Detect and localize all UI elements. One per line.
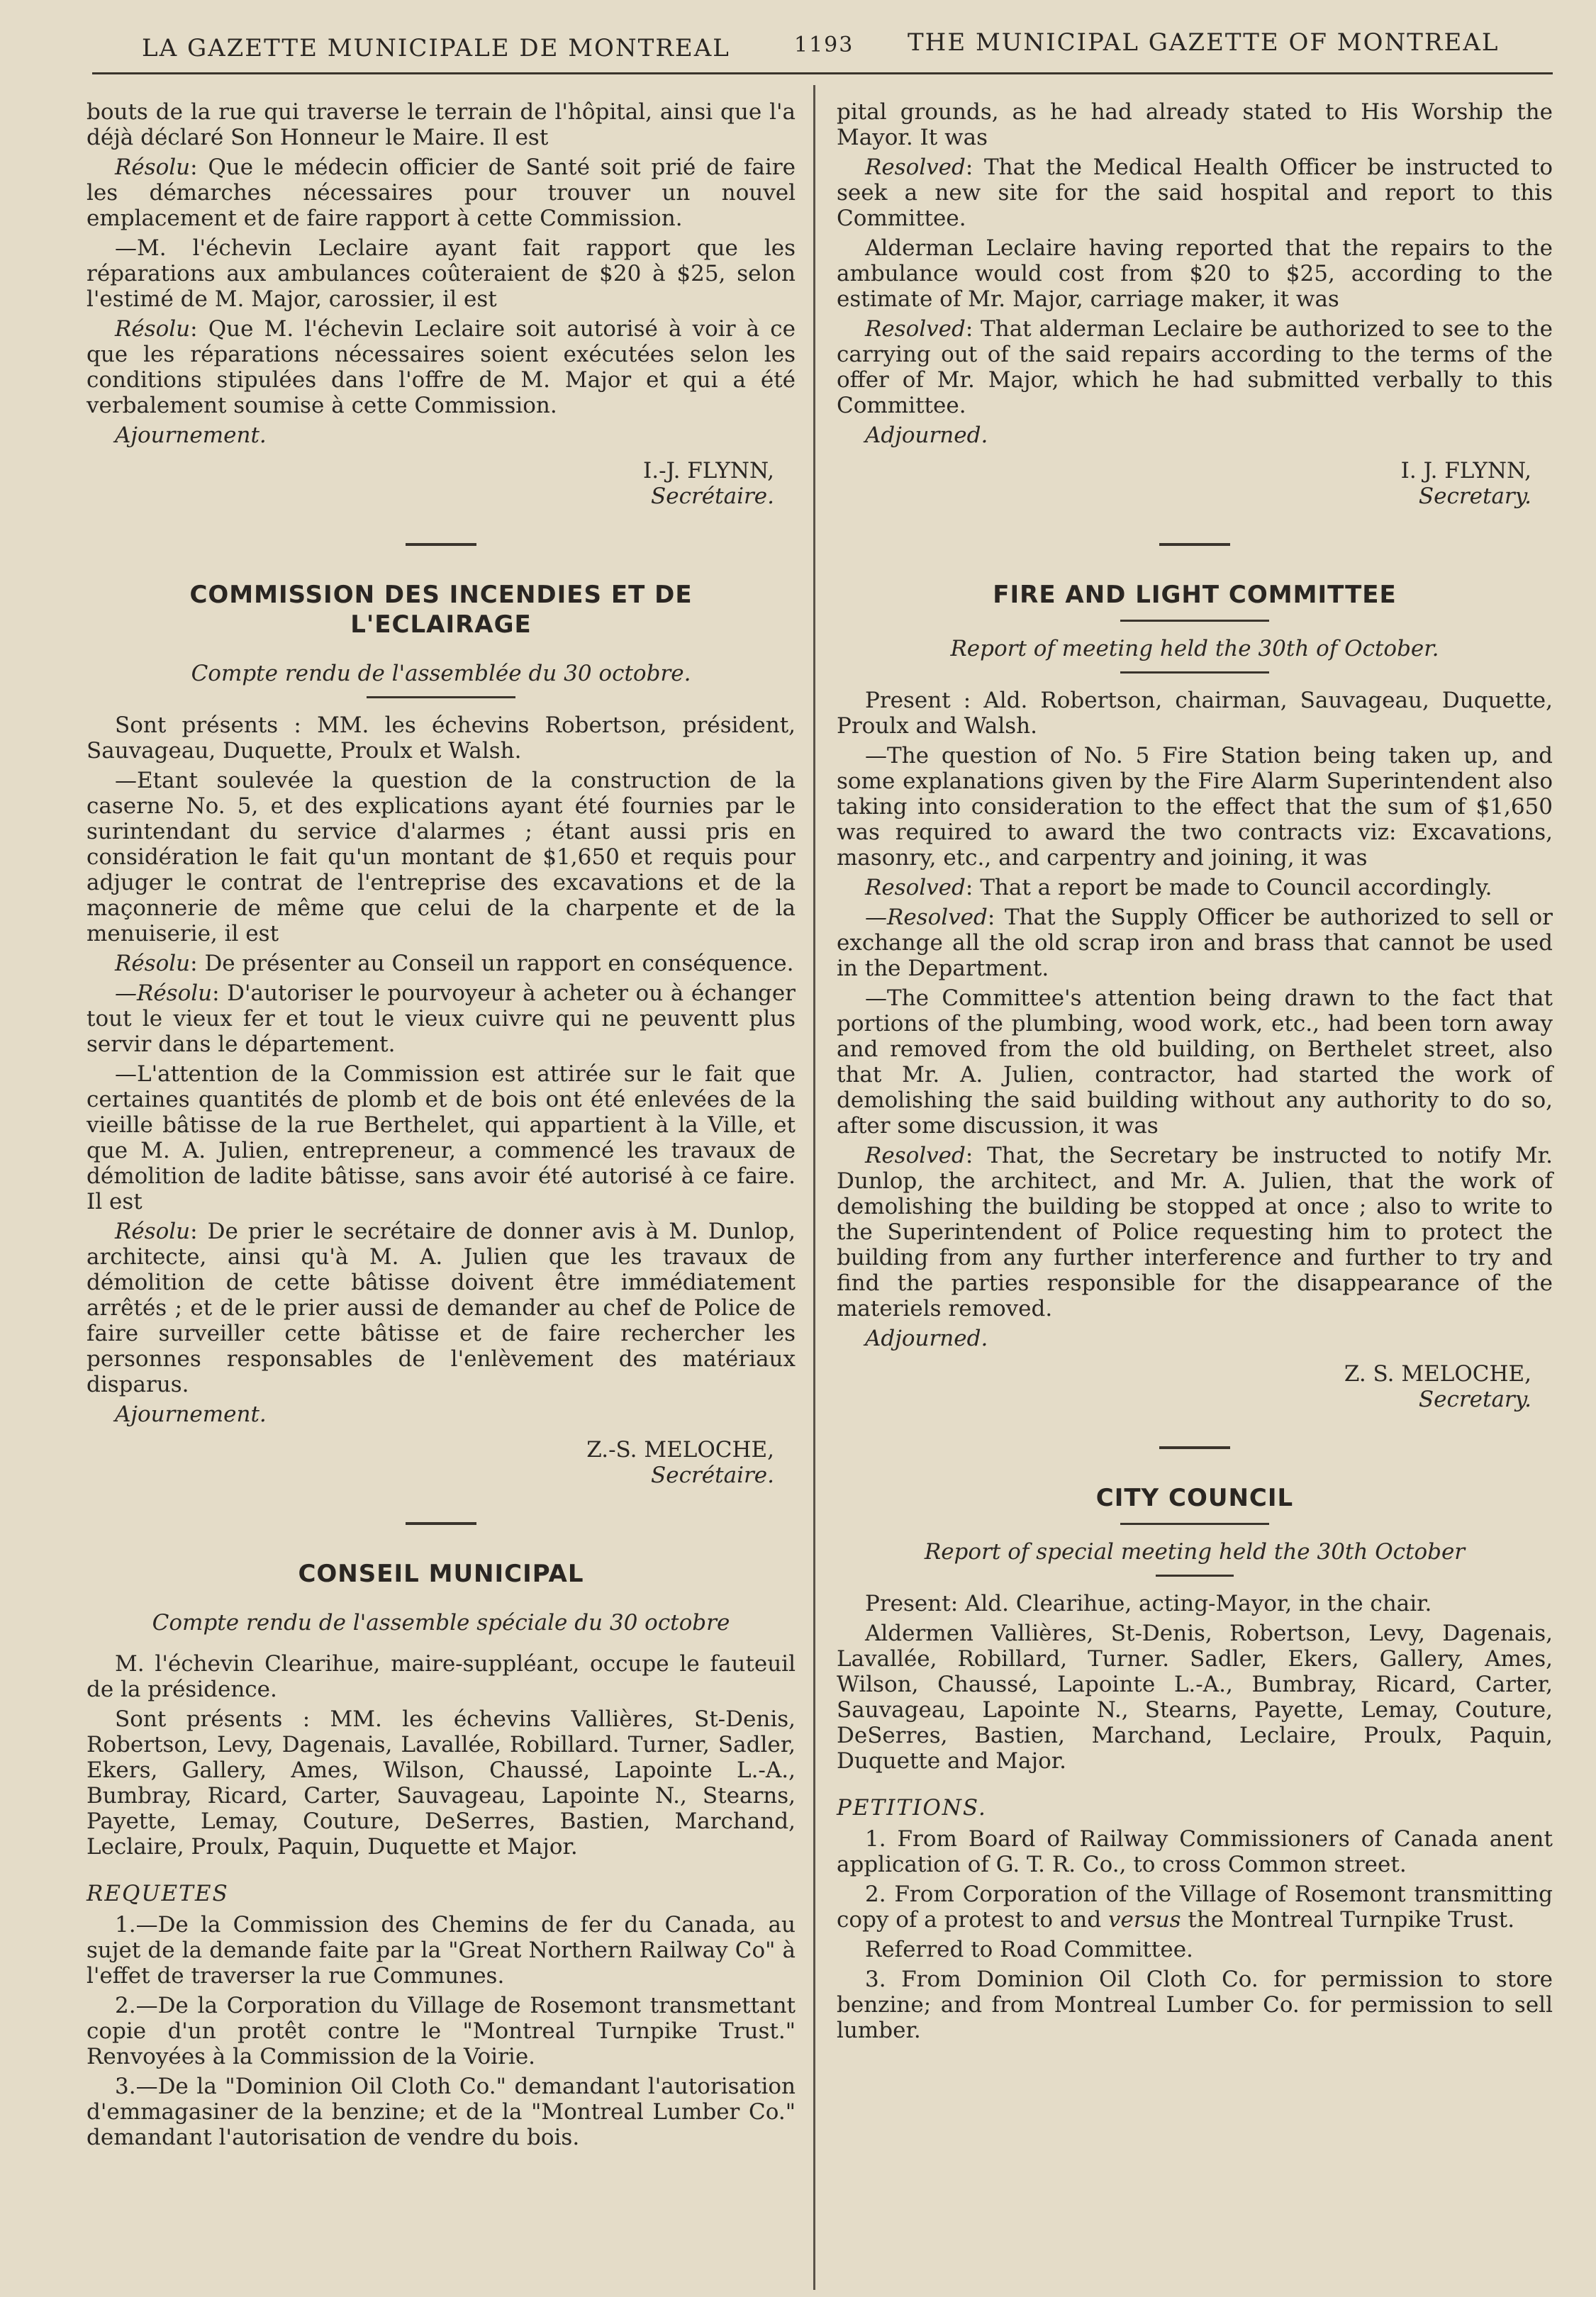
resolution-label: Resolved: [865, 316, 966, 342]
paragraph: M. l'échevin Clearihue, maire-suppléant, occupe le fauteuil de la présidence.: [87, 1651, 796, 1702]
resolution-text: : De prier le secrétaire de donner avis à M. Dunlop, architecte, ainsi qu'à M. A. Julien que les travaux de démolition de cette bâtisse doivent être immédiatement arrêtés ; et de le prier aussi de demander au chef de Police de faire surveiller cette bâtisse et de faire rechercher les personnes responsables de l'enlèvement des matériaux disparus.: [87, 1219, 796, 1397]
petitions-heading: PETITIONS.: [837, 1795, 987, 1821]
section-title: FIRE AND LIGHT COMMITTEE: [993, 581, 1397, 609]
petition-item: 3. From Dominion Oil Cloth Co. for permission to store benzine; and from Montreal Lumber Co. for permission to sell lumber.: [837, 1967, 1553, 2043]
resolution-label: Resolved: [865, 1143, 966, 1168]
resolution-label: Résolu: [115, 951, 191, 976]
resolution-text: : That the Medical Health Officer be instructed to seek a new site for the said hospital and report to this Committee.: [837, 155, 1553, 231]
resolution: [87, 155, 796, 231]
header-title-english: THE MUNICIPAL GAZETTE OF MONTREAL: [908, 28, 1500, 57]
resolution-label: Résolu: [115, 316, 191, 342]
paragraph: Alderman Leclaire having reported that the repairs to the ambulance would cost from $20 to $25, according to the estimate of Mr. Major, carriage maker, it was: [837, 235, 1553, 312]
paragraph: Present: Ald. Clearihue, acting-Mayor, in the chair.: [865, 1591, 1432, 1616]
signature-title: Secretary.: [1418, 484, 1531, 509]
paragraph: pital grounds, as he had already stated to His Worship the Mayor. It was: [837, 99, 1553, 150]
english-column: [837, 99, 1553, 2047]
resolution-label: —Résolu: [115, 980, 213, 1006]
resolution-label: Resolved: [865, 875, 966, 900]
section-rule: [1159, 543, 1230, 546]
section-rule: [1159, 1446, 1230, 1449]
petition-text: 2. From Corporation of the Village of Rosemont transmitting copy of a protest to and: [837, 1882, 1553, 1933]
resolution: [837, 905, 1553, 981]
resolution: [87, 1219, 796, 1397]
signature: [837, 1361, 1531, 1412]
running-header: [85, 26, 1560, 75]
signature-name: Z. S. MELOCHE,: [1344, 1361, 1531, 1387]
spacer: [87, 1636, 796, 1651]
section-rule: [406, 1522, 476, 1525]
title-rule: [1120, 1523, 1269, 1525]
section-subtitle: Report of special meeting held the 30th October: [924, 1539, 1466, 1565]
section-rule: [406, 543, 476, 546]
request-item: 1.—De la Commission des Chemins de fer du Canada, au sujet de la demande faite par la "Great Northern Railway Co" à l'effet de traverser la rue Communes.: [87, 1912, 796, 1989]
resolution-text: : That the Supply Officer be authorized to sell or exchange all the old scrap iron and brass that cannot be used in the Department.: [837, 905, 1553, 981]
attendance: Sont présents : MM. les échevins Robertson, président, Sauvageau, Duquette, Proulx et Walsh.: [87, 712, 796, 764]
title-line: COMMISSION DES INCENDIES ET DE: [189, 581, 693, 609]
resolution-label: Résolu: [115, 1219, 191, 1244]
paragraph: —Etant soulevée la question de la construction de la caserne No. 5, et des explications ayant été fournies par le surintendant du service d'alarmes ; étant aussi pris en considération le fait qu'un montant de $1,650 et requis pour adjuger le contrat de l'entreprise des excavations et de la maçonnerie de même que celui de la charpente et de la menuiserie, il est: [87, 768, 796, 946]
header-rule: [92, 72, 1553, 74]
subtitle-rule: [1120, 671, 1269, 674]
paragraph: —The Committee's attention being drawn to the fact that portions of the plumbing, wood work, etc., had been torn away and removed from the old building, on Berthelet street, also that Mr. A. Julien, contractor, had started the work of demolishing the said building without any authority to do so, after some discussion, it was: [837, 985, 1553, 1139]
signature: [837, 458, 1531, 509]
paragraph: —L'attention de la Commission est attirée sur le fait que certaines quantités de plomb et de bois ont été enlevées de la vieille bâtisse de la rue Berthelet, qui appartient à la Ville, et que M. A. Julien, entrepreneur, a commencé les travaux de démolition de ladite bâtisse, sans avoir été autorisé à ce faire. Il est: [87, 1061, 796, 1214]
resolution: [837, 1143, 1553, 1321]
section-title: [87, 580, 796, 639]
french-column: [87, 99, 796, 2155]
resolution-text: : Que M. l'échevin Leclaire soit autorisé à voir à ce que les réparations nécessaires soient exécutées selon les conditions stipulées dans l'offre de M. Major et qui a été verbalement soumise à cette Commission.: [87, 316, 796, 418]
attendance: Sont présents : MM. les échevins Vallières, St-Denis, Robertson, Levy, Dagenais, Lavallée, Robillard. Turner, Sadler, Ekers, Gallery, Ames, Wilson, Chaussé, Lapointe L.-A., Bumbray, Ricard, Carter, Sauvageau, Lapointe N., Stearns, Payette, Lemay, Couture, DeSerres, Bastien, Marchand, Leclaire, Proulx, Paquin, Duquette et Major.: [87, 1706, 796, 1860]
request-item: 2.—De la Corporation du Village de Rosemont transmettant copie d'un protêt contre le "Montreal Turnpike Trust." Renvoyées à la Commission de la Voirie.: [87, 1993, 796, 2069]
resolution: [837, 875, 1553, 900]
page-number: 1193: [794, 33, 854, 57]
title-line: L'ECLAIRAGE: [350, 610, 532, 639]
resolution: [837, 155, 1553, 231]
resolution: [837, 316, 1553, 418]
column-divider: [813, 85, 815, 2290]
signature: [87, 458, 774, 509]
petition-text: the Montreal Turnpike Trust.: [1188, 1907, 1515, 1933]
signature-name: I. J. FLYNN,: [1400, 458, 1531, 484]
petition-emphasis: versus: [1108, 1907, 1181, 1933]
header-title-french: LA GAZETTE MUNICIPALE DE MONTREAL: [142, 34, 730, 62]
request-item: 3.—De la "Dominion Oil Cloth Co." demandant l'autorisation d'emmagasiner de la benzine; et de la "Montreal Lumber Co." demandant l'autorisation de vendre du bois.: [87, 2074, 796, 2150]
resolution: [87, 316, 796, 418]
paragraph: bouts de la rue qui traverse le terrain de l'hôpital, ainsi que l'a déjà déclaré Son Honneur le Maire. Il est: [87, 99, 796, 150]
resolution-label: Resolved: [865, 155, 966, 180]
adjournment: Ajournement.: [115, 423, 267, 448]
subtitle-rule: [367, 696, 515, 698]
resolution-text: : That alderman Leclaire be authorized to see to the carrying out of the said repairs according to the terms of the offer of Mr. Major, which he had submitted verbally to this Committee.: [837, 316, 1553, 418]
resolution-label: Résolu: [115, 155, 191, 180]
adjournment: Adjourned.: [865, 1326, 988, 1351]
signature-title: Secrétaire.: [651, 484, 774, 509]
requests-heading: REQUETES: [87, 1881, 229, 1906]
section-title: CITY COUNCIL: [1095, 1484, 1294, 1512]
resolution-text: : That, the Secretary be instructed to notify Mr. Dunlop, the architect, and Mr. A. Julien, that the work of demolishing the building be stopped at once ; also to write to the Superintendent of Police requesting him to protect the building from any further interference and further to try and find the parties responsible for the disappearance of the materiels removed.: [837, 1143, 1553, 1321]
section-subtitle: Report of meeting held the 30th of October.: [950, 636, 1439, 661]
title-rule: [1120, 620, 1269, 622]
section-subtitle: Compte rendu de l'assemble spéciale du 30 octobre: [152, 1610, 730, 1636]
adjournment: Ajournement.: [115, 1402, 267, 1427]
resolution: [87, 980, 796, 1057]
referral-note: Referred to Road Committee.: [865, 1937, 1193, 1962]
resolution: [87, 951, 796, 976]
resolution-text: : De présenter au Conseil un rapport en conséquence.: [190, 951, 794, 976]
signature-title: Secretary.: [1418, 1387, 1531, 1412]
signature-name: Z.-S. MELOCHE,: [586, 1437, 774, 1463]
attendance: Aldermen Vallières, St-Denis, Robertson, Levy, Dagenais, Lavallée, Robillard, Turner. Sadler, Ekers, Gallery, Ames, Wilson, Chaussé, Lapointe L.-A., Bumbray, Ricard, Carter, Sauvageau, Lapointe N., Stearns, Payette, Lemay, Couture, DeSerres, Bastien, Marchand, Leclaire, Proulx, Paquin, Duquette and Major.: [837, 1621, 1553, 1774]
section-subtitle: Compte rendu de l'assemblée du 30 octobre.: [191, 661, 691, 686]
signature-title: Secrétaire.: [651, 1463, 774, 1488]
attendance: Present : Ald. Robertson, chairman, Sauvageau, Duquette, Proulx and Walsh.: [837, 688, 1553, 739]
signature: [87, 1437, 774, 1488]
adjournment: Adjourned.: [865, 423, 988, 448]
resolution-text: : D'autoriser le pourvoyeur à acheter ou à échanger tout le vieux fer et tout le vieux cuivre qui ne peuventt plus servir dans le département.: [87, 980, 796, 1057]
section-title: CONSEIL MUNICIPAL: [298, 1560, 584, 1588]
subtitle-rule: [1156, 1575, 1234, 1577]
petition-item: 1. From Board of Railway Commissioners of Canada anent application of G. T. R. Co., to cross Common street.: [837, 1826, 1553, 1877]
paragraph: —The question of No. 5 Fire Station being taken up, and some explanations given by the Fire Alarm Superintendent also taking into consideration to the effect that the sum of $1,650 was required to award the two contracts viz: Excavations, masonry, etc., and carpentry and joining, it was: [837, 743, 1553, 871]
resolution-label: —Resolved: [865, 905, 988, 930]
resolution-text: : That a report be made to Council accordingly.: [965, 875, 1492, 900]
petition-item: [837, 1882, 1553, 1933]
signature-name: I.-J. FLYNN,: [642, 458, 774, 484]
resolution-text: : Que le médecin officier de Santé soit prié de faire les démarches nécessaires pour trouver un nouvel emplacement et de faire rapport à cette Commission.: [87, 155, 796, 231]
paragraph: —M. l'échevin Leclaire ayant fait rapport que les réparations aux ambulances coûteraient de $20 à $25, selon l'estimé de M. Major, carossier, il est: [87, 235, 796, 312]
